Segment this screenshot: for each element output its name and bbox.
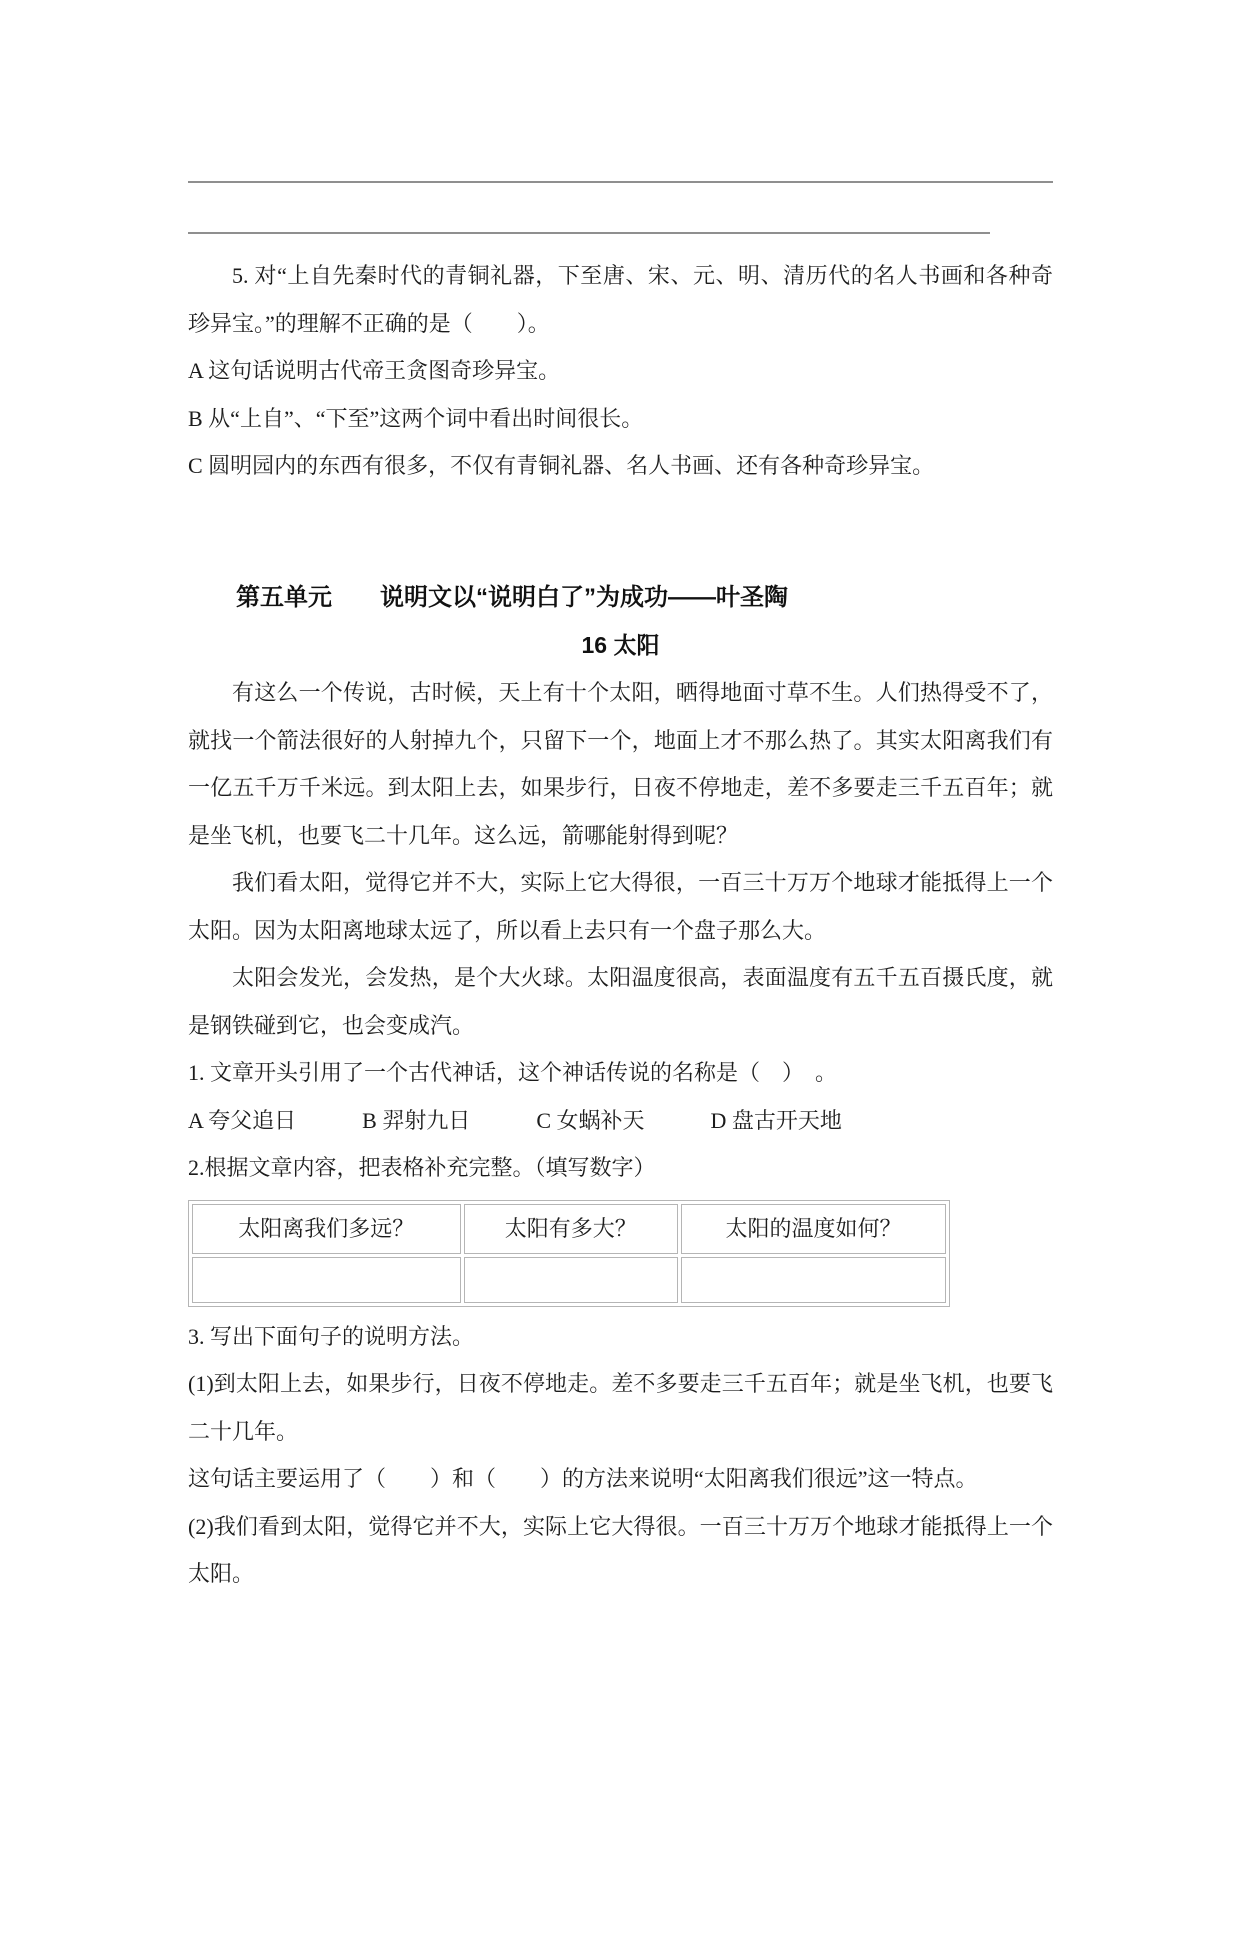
question1-options: A 夸父追日 B 羿射九日 C 女蜗补天 D 盘古开天地 bbox=[188, 1107, 842, 1133]
question1-stem: 1. 文章开头引用了一个古代神话，这个神话传说的名称是（ ） 。 bbox=[188, 1060, 838, 1085]
unit-heading: 第五单元 说明文以“说明白了”为成功——叶圣陶 bbox=[236, 583, 788, 611]
passage-paragraph-1: 有这么一个传说，古时候，天上有十个太阳，晒得地面寸草不生。人们热得受不了，就找一个箭法很好的人射掉九个，只留下一个，地面上才不那么热了。其实太阳离我们有一亿五千万千米远。到太阳上去，如果步行，日夜不停地走，差不多要走三千五百年；就是坐飞机，也要飞二十几年。这么远，箭哪能射得到呢？ bbox=[188, 680, 1053, 848]
question5-stem: 5. 对“上自先秦时代的青铜礼器，下至唐、宋、元、明、清历代的名人书画和各种奇珍异宝。”的理解不正确的是（ ）。 bbox=[188, 263, 1053, 336]
question3-item1-note: 这句话主要运用了（ ）和（ ）的方法来说明“太阳离我们很远”这一特点。 bbox=[188, 1466, 978, 1491]
question2-stem: 2.根据文章内容，把表格补充完整。（填写数字） bbox=[188, 1155, 656, 1180]
question2-table bbox=[188, 1200, 950, 1307]
table-blank-cell-temperature bbox=[681, 1257, 946, 1303]
lesson-title: 16 太阳 bbox=[581, 631, 660, 658]
question3-item2: (2)我们看到太阳，觉得它并不大，实际上它大得很。一百三十万万个地球才能抵得上一个太阳。 bbox=[188, 1513, 1053, 1586]
table-blank-cell-size bbox=[464, 1257, 679, 1303]
question3-item1: (1)到太阳上去，如果步行，日夜不停地走。差不多要走三千五百年；就是坐飞机，也要飞二十几年。 bbox=[188, 1371, 1053, 1444]
passage-paragraph-2: 我们看太阳，觉得它并不大，实际上它大得很，一百三十万万个地球才能抵得上一个太阳。因为太阳离地球太远了，所以看上去只有一个盘子那么大。 bbox=[188, 870, 1053, 943]
table-header-row bbox=[192, 1204, 946, 1254]
question3-stem: 3. 写出下面句子的说明方法。 bbox=[188, 1323, 475, 1349]
question5-option-a: A 这句话说明古代帝王贪图奇珍异宝。 bbox=[188, 358, 561, 383]
table-header-temperature: 太阳的温度如何？ bbox=[681, 1204, 946, 1254]
answer-blank-line bbox=[188, 181, 1053, 183]
worksheet-page bbox=[0, 181, 1241, 1935]
question5-option-b: B 从“上自”、“下至”这两个词中看出时间很长。 bbox=[188, 405, 644, 431]
table-header-size: 太阳有多大？ bbox=[464, 1204, 679, 1254]
table-blank-row bbox=[192, 1257, 946, 1303]
table-header-distance: 太阳离我们多远？ bbox=[192, 1204, 461, 1254]
table-blank-cell-distance bbox=[192, 1257, 461, 1303]
passage-paragraph-3: 太阳会发光，会发热，是个大火球。太阳温度很高，表面温度有五千五百摄氏度，就是钢铁碰到它，也会变成汽。 bbox=[188, 965, 1053, 1038]
answer-blank-line bbox=[188, 232, 990, 234]
question5-option-c: C 圆明园内的东西有很多，不仅有青铜礼器、名人书画、还有各种奇珍异宝。 bbox=[188, 453, 935, 478]
